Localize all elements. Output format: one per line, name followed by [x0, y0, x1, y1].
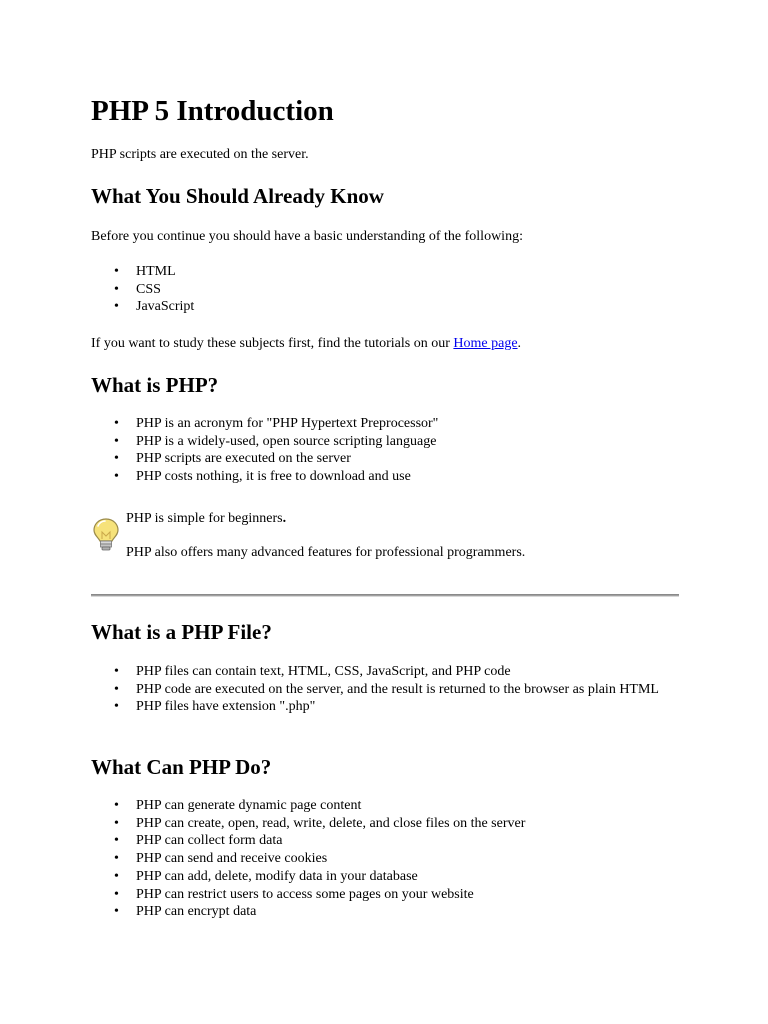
list-item: • PHP can encrypt data [91, 903, 671, 921]
home-page-note [91, 335, 521, 353]
intro-text: PHP scripts are executed on the server. [91, 147, 309, 162]
list-item: • PHP files have extension ".php" [91, 698, 671, 716]
list-item: • PHP can collect form data [91, 832, 671, 850]
list-item: • CSS [91, 281, 671, 299]
heading-what-is-php: What is PHP? [91, 373, 219, 397]
lightbulb-icon [91, 517, 121, 553]
list-item: • PHP can send and receive cookies [91, 850, 671, 868]
list-item: • HTML [91, 263, 671, 281]
tip-advanced: PHP also offers many advanced features for professional programmers. [126, 545, 526, 560]
list-item: • PHP files can contain text, HTML, CSS, JavaScript, and PHP code [91, 663, 671, 681]
home-page-link[interactable]: Home page [453, 336, 518, 351]
home-page-note-text: If you want to study these subjects first, find the tutorials on our [91, 336, 454, 351]
list-item: • PHP is an acronym for "PHP Hypertext Preprocessor" [91, 415, 671, 433]
php-file-list [91, 663, 671, 716]
prerequisites-lead: Before you continue you should have a basic understanding of the following: [91, 229, 523, 244]
tip-beginners [126, 510, 286, 528]
tip-beginners-period: . [282, 511, 287, 526]
prerequisites-list [91, 263, 671, 316]
heading-can-do: What Can PHP Do? [91, 755, 272, 779]
list-item: • PHP can restrict users to access some pages on your website [91, 886, 671, 904]
heading-already-know: What You Should Already Know [91, 184, 384, 208]
heading-php-file: What is a PHP File? [91, 620, 272, 644]
list-item: • PHP can add, delete, modify data in your database [91, 868, 671, 886]
list-item: • PHP can create, open, read, write, delete, and close files on the server [91, 815, 671, 833]
can-do-list [91, 797, 671, 921]
list-item: • PHP is a widely-used, open source scripting language [91, 433, 671, 451]
list-item: • PHP costs nothing, it is free to download and use [91, 468, 671, 486]
home-page-note-end: . [517, 336, 522, 351]
page-title: PHP 5 Introduction [91, 95, 334, 127]
list-item: • PHP scripts are executed on the server [91, 450, 671, 468]
horizontal-divider [91, 594, 679, 597]
list-item: • PHP can generate dynamic page content [91, 797, 671, 815]
what-is-php-list [91, 415, 671, 486]
tip-beginners-text: PHP is simple for beginners [126, 511, 283, 526]
list-item: • PHP code are executed on the server, and the result is returned to the browser as plain HTML [91, 681, 671, 699]
list-item: • JavaScript [91, 298, 671, 316]
